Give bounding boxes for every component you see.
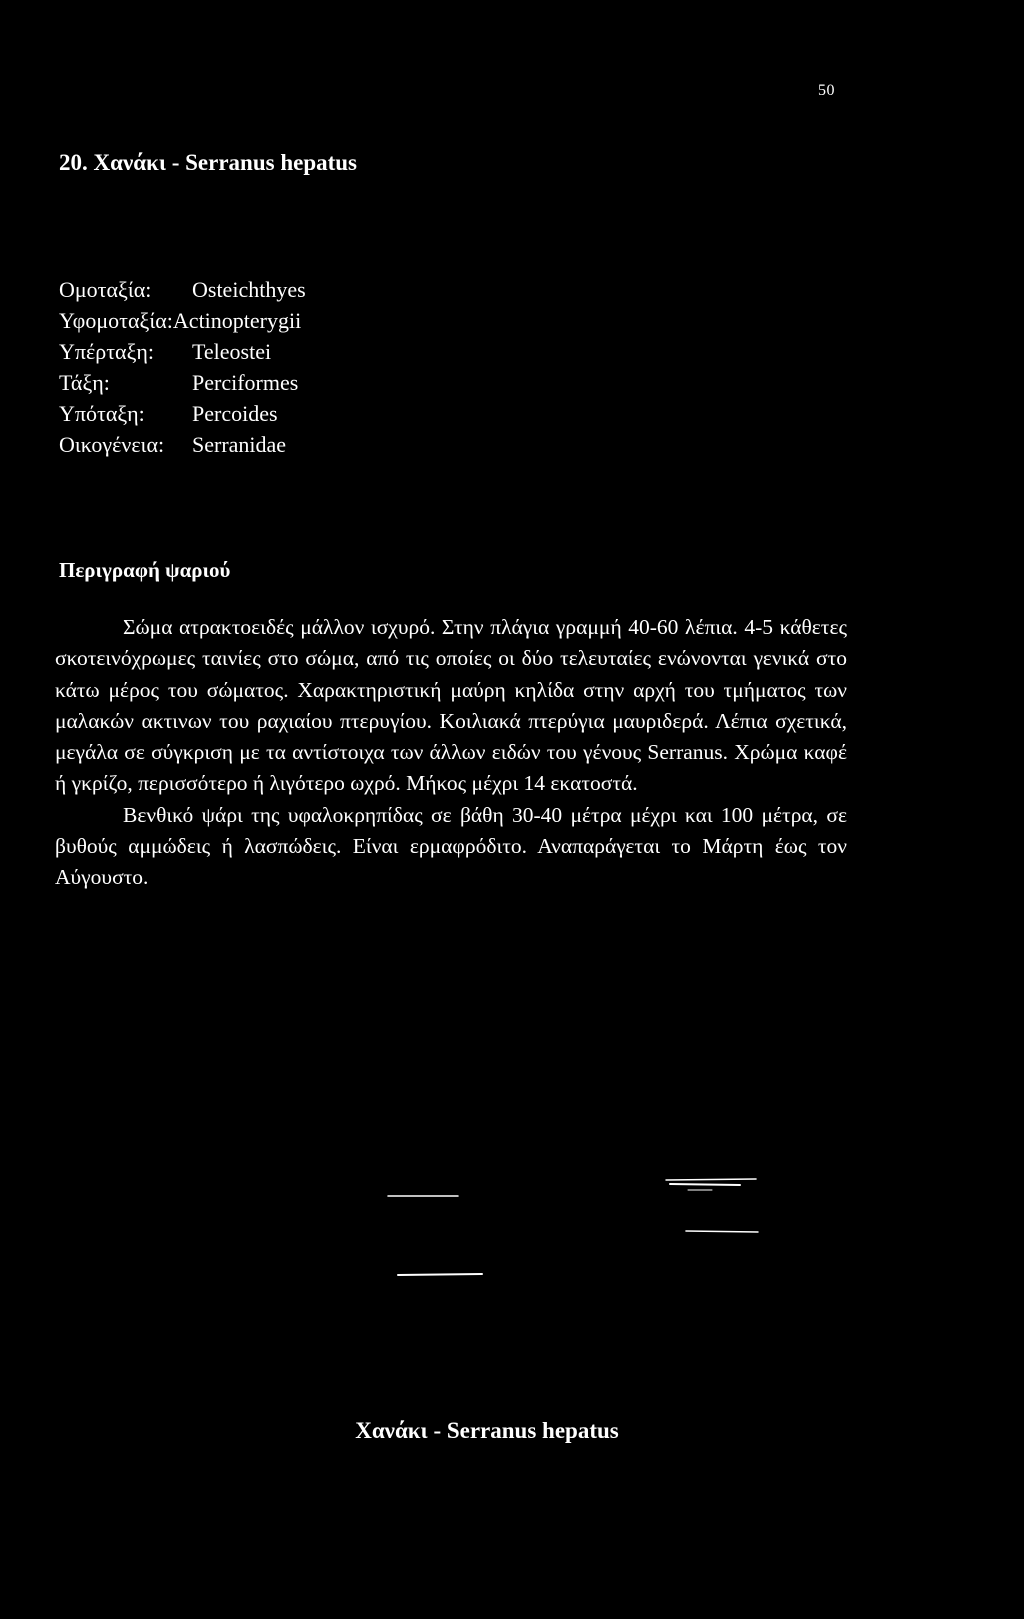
figure-stroke (398, 1274, 482, 1275)
taxonomy-value: Teleostei (192, 339, 272, 364)
taxonomy-row-superorder (59, 336, 306, 367)
figure-stroke (670, 1184, 740, 1185)
taxonomy-value: Serranidae (192, 432, 287, 457)
description-paragraph: Σώμα ατρακτοειδές μάλλον ισχυρό. Στην πλάγια γραμμή 40-60 λέπια. 4-5 κάθετες σκοτεινόχρωμες ταινίες στο σώμα, από τις οποίες οι δύο τελευταίες ενώνονται γενικά στο κάτω μέρος του σώματος. Χαρακτηριστική μαύρη κηλίδα στην αρχή του τμήματος των μαλακών ακτινων του ραχιαίου πτερυγίου. Κοιλιακά πτερύγια μαυριδερά. Λέπια σχετικά, μεγάλα σε σύγκριση με τα αντίστοιχα των άλλων ειδών του γένους Serranus. Χρώμα καφέ ή γκρίζο, περισσότερο ή λιγότερο ωχρό. Μήκος μέχρι 14 εκατοστά. (55, 615, 847, 796)
taxonomy-value: Osteichthyes (192, 277, 306, 302)
description-heading: Περιγραφή ψαριού (59, 558, 231, 582)
figure-stroke (666, 1179, 756, 1180)
taxonomy-value: Perciformes (192, 370, 299, 395)
taxonomy-row-class (59, 274, 306, 305)
taxonomy-value: Percoides (192, 401, 278, 426)
figure-caption: Χανάκι - Serranus hepatus (355, 1418, 619, 1443)
figure-stroke (686, 1231, 758, 1232)
taxonomy-row-order (59, 367, 306, 398)
taxonomy-list (59, 274, 306, 460)
taxonomy-label: Οικογένεια: (59, 432, 165, 457)
taxonomy-row-subclass (59, 305, 306, 336)
description-body (55, 612, 847, 894)
habitat-paragraph: Βενθικό ψάρι της υφαλοκρηπίδας σε βάθη 30-40 μέτρα μέχρι και 100 μέτρα, σε βυθούς αμμώδεις ή λασπώδεις. Είναι ερμαφρόδιτο. Αναπαράγεται το Μάρτη έως τον Αύγουστο. (55, 802, 847, 890)
taxonomy-row-suborder (59, 398, 306, 429)
taxonomy-label: Ομοταξία: (59, 277, 152, 302)
taxonomy-label: Υπόταξη: (59, 401, 145, 426)
fish-illustration-remnant (370, 1170, 790, 1290)
taxonomy-label: Τάξη: (59, 370, 110, 395)
taxonomy-value: Actinopterygii (172, 308, 302, 333)
taxonomy-label: Υπέρταξη: (59, 339, 155, 364)
page-title: 20. Χανάκι - Serranus hepatus (59, 150, 358, 175)
page-number: 50 (818, 82, 835, 99)
taxonomy-label: Υφομοταξία: (59, 308, 173, 333)
taxonomy-row-family (59, 429, 306, 460)
